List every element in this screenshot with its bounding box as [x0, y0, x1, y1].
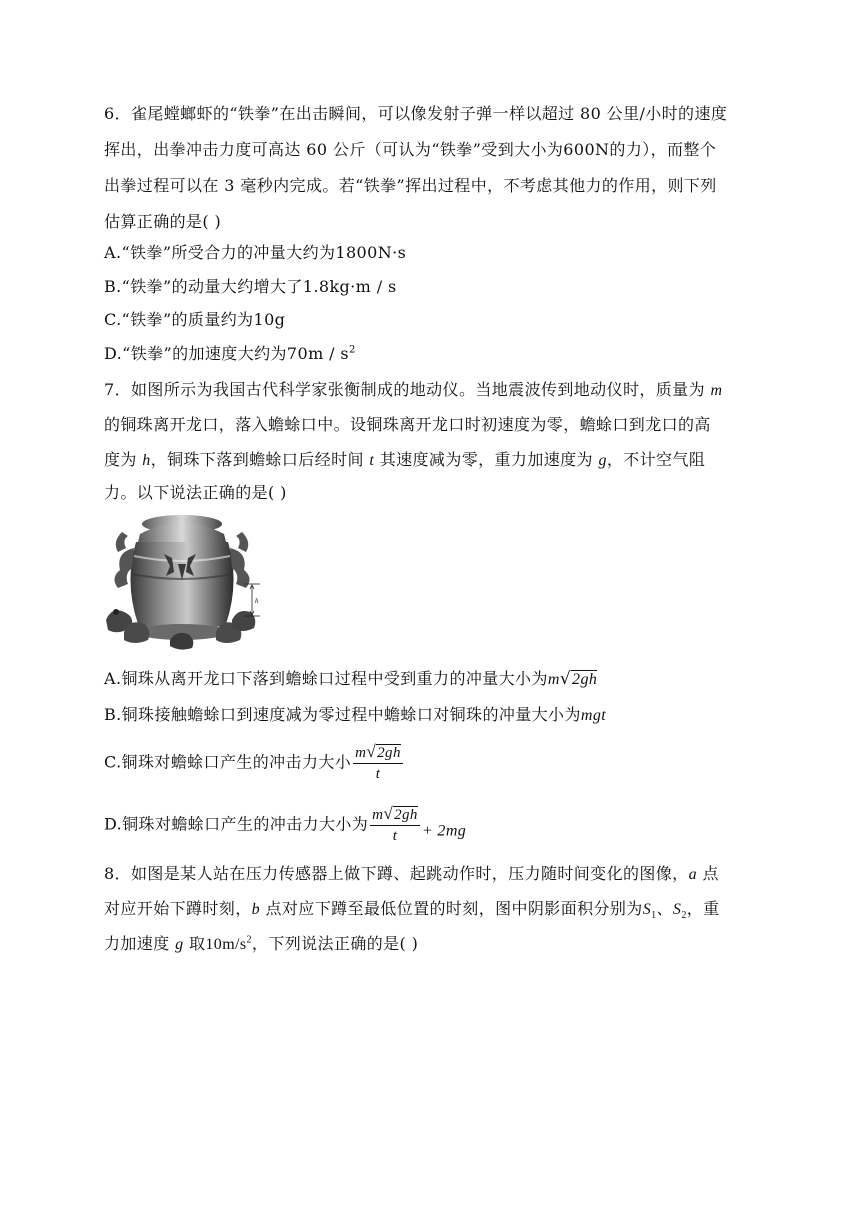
q7-line-3-c: 其速度减为零，重力加速度为 — [374, 450, 599, 469]
q8-line-3-a: 力加速度 — [104, 934, 176, 953]
q8-var-s1: S — [642, 901, 652, 918]
q8-var-s1-sub: 1 — [651, 910, 657, 922]
q6-option-a: A.“铁拳”所受合力的冲量大约为1800N·s — [104, 243, 407, 262]
q7-option-b-text: B.铜珠接触蟾蜍口到速度减为零过程中蟾蜍口对铜珠的冲量大小为 — [104, 705, 581, 724]
q7-option-c-m: m — [355, 745, 367, 761]
q7-option-a-m: m — [547, 671, 560, 688]
q6-line-2: 挥出，出拳冲击力度可高达 60 公斤（可认为“铁拳”受到大小为600N的力），而整个 — [104, 140, 717, 159]
q7-option-a-text: A.铜珠从离开龙口下落到蟾蜍口过程中受到重力的冲量大小为 — [104, 669, 548, 688]
q7-line-4: 力。以下说法正确的是( ) — [104, 483, 287, 502]
q7-option-d-text: D.铜珠对蟾蜍口产生的冲击力大小为 — [104, 814, 369, 834]
height-label: h — [255, 597, 259, 605]
q8-line-2-a: 对应开始下蹲时刻， — [104, 899, 252, 918]
q7-option-c — [104, 742, 405, 784]
q7-var-t: t — [369, 452, 375, 469]
q8-line-2-b: 点对应下蹲至最低位置的时刻，图中阴影面积分别为 — [260, 899, 643, 918]
sqrt-sign: √ — [383, 804, 394, 823]
q6-option-d-text: D.“铁拳”的加速度大约为70m / s — [104, 344, 350, 363]
q7-line-1 — [104, 379, 722, 402]
q6-option-d-exponent: 2 — [349, 344, 356, 356]
q8-var-g: g — [175, 936, 184, 953]
sqrt-sign: √ — [366, 742, 377, 761]
q8-line-1-a: 8．如图是某人站在压力传感器上做下蹲、起跳动作时，压力随时间变化的图像， — [104, 864, 689, 883]
q7-option-a — [104, 668, 597, 691]
q7-option-c-denominator: t — [375, 766, 381, 782]
q7-option-a-radicand: 2gh — [572, 671, 598, 688]
sqrt-sign: √ — [559, 669, 572, 689]
q7-line-3-d: ，不计空气阻 — [606, 450, 706, 469]
q8-var-s2: S — [672, 901, 682, 918]
q6-line-3: 出拳过程可以在 3 毫秒内完成。若“铁拳”挥出过程中，不考虑其他力的作用，则下列 — [104, 176, 717, 195]
q8-line-1-b: 点 — [697, 864, 719, 883]
q6-line-4: 估算正确的是( ) — [104, 212, 222, 231]
q7-option-b-expr: mgt — [580, 707, 607, 724]
q7-option-b — [104, 704, 606, 727]
q7-option-c-radicand: 2gh — [377, 745, 401, 761]
q8-line-3-b: 取 — [183, 934, 206, 953]
q8-line-2 — [104, 898, 720, 921]
q7-option-d-fraction — [370, 804, 420, 846]
q7-line-3-b: ，铜珠下落到蟾蜍口后经时间 — [150, 450, 370, 469]
q8-separator: 、 — [656, 899, 673, 918]
q6-option-b: B.“铁拳”的动量大约增大了1.8kg·m / s — [104, 277, 397, 296]
q7-option-d-denominator: t — [392, 828, 398, 844]
q8-line-3 — [104, 933, 418, 956]
q7-option-d-radicand: 2gh — [394, 807, 418, 823]
q8-var-b: b — [251, 901, 261, 918]
q7-var-h: h — [142, 452, 151, 469]
q8-var-a: a — [688, 866, 697, 883]
q8-gravity-value: 10m/s — [205, 936, 247, 953]
q7-line-3 — [104, 449, 705, 472]
q8-gravity-exponent: 2 — [246, 934, 252, 946]
q8-line-1 — [104, 863, 719, 886]
q8-line-2-c: ，重 — [686, 899, 720, 918]
q6-line-1: 6．雀尾螳螂虾的“铁拳”在出击瞬间，可以像发射子弹一样以超过 80 公里/小时的速度 — [104, 104, 728, 123]
q7-var-m: m — [710, 382, 723, 399]
vessel-body — [130, 542, 233, 632]
q7-line-2: 的铜珠离开龙口，落入蟾蜍口中。设铜珠离开龙口时初速度为零，蟾蜍口到龙口的高 — [104, 415, 711, 434]
q7-line-3-a: 度为 — [104, 450, 143, 469]
q6-option-c: C.“铁拳”的质量约为10g — [104, 310, 286, 329]
q6-option-d — [104, 343, 356, 365]
q7-line-1-text: 7．如图所示为我国古代科学家张衡制成的地动仪。当地震波传到地动仪时，质量为 — [104, 380, 711, 399]
q7-var-g: g — [598, 452, 607, 469]
q7-option-d-tail: + 2mg — [421, 822, 467, 840]
q7-option-d-m: m — [372, 807, 384, 823]
seismograph-figure — [104, 512, 266, 652]
q8-line-3-c: ，下列说法正确的是( ) — [251, 934, 419, 953]
q7-option-d — [104, 804, 466, 846]
q7-option-c-text: C.铜珠对蟾蜍口产生的冲击力大小 — [104, 752, 352, 772]
q7-option-c-fraction — [353, 742, 403, 784]
q8-var-s2-sub: 2 — [681, 910, 687, 922]
